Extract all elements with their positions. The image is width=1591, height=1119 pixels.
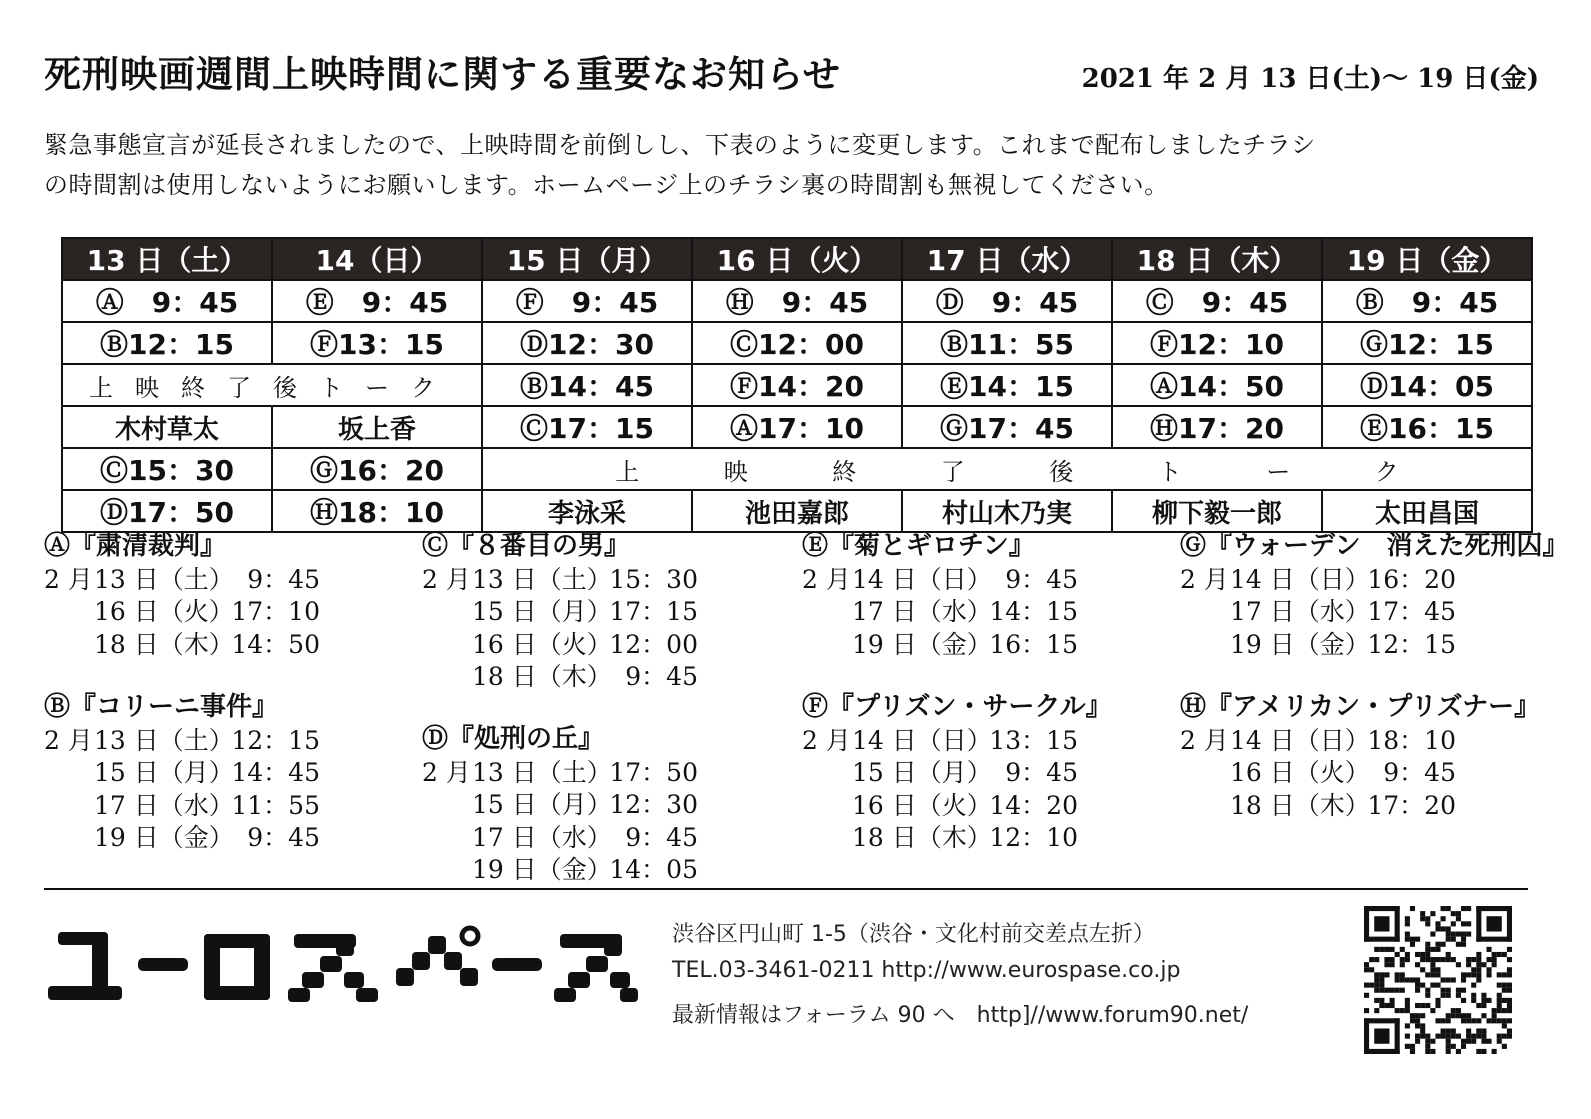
talk-guest: 李泳采 [482, 490, 692, 532]
forum-info[interactable]: 最新情報はフォーラム 90 へ http]//www.forum90.net/ [672, 1003, 1249, 1028]
talk-char: 映 [723, 457, 748, 486]
day: 18 日（木） [1230, 790, 1370, 820]
showtime-cell: Ⓒ17：15 [482, 406, 692, 448]
month: 2 月 [1180, 725, 1229, 755]
showtime-cell: Ⓑ12：15 [62, 322, 272, 364]
film-listing [802, 691, 1112, 855]
showtime-cell: Ⓑ14：45 [482, 364, 692, 406]
showing [44, 757, 320, 790]
showtime-cell: Ⓓ17：50 [62, 490, 272, 532]
film-listing [1180, 530, 1568, 661]
time: 12：30 [609, 790, 698, 819]
showtime-cell: Ⓖ12：15 [1322, 322, 1532, 364]
film-listing [44, 691, 320, 855]
schedule-row [62, 322, 1532, 364]
time: 17：15 [609, 597, 698, 626]
time: 9：45 [1383, 758, 1456, 787]
showtime-cell: Ⓒ15：30 [62, 448, 272, 490]
film-listing [802, 530, 1078, 661]
showing [422, 596, 698, 629]
showing [422, 564, 698, 597]
showtime-cell: Ⓗ 9：45 [692, 280, 902, 322]
film-listing [422, 530, 698, 694]
schedule-row [62, 364, 1532, 406]
day: 14 日（日） [1230, 725, 1370, 755]
time: 9：45 [625, 822, 698, 852]
time: 9：45 [1005, 758, 1078, 787]
time: 14：20 [989, 790, 1078, 820]
showing [422, 629, 698, 662]
talk-guest: 木村草太 [62, 406, 272, 448]
showtime-cell: Ⓔ16：15 [1322, 406, 1532, 448]
showing [1180, 629, 1568, 662]
showtime-cell: Ⓗ17：20 [1112, 406, 1322, 448]
talk-char: 上 [615, 457, 640, 486]
showtime-cell: Ⓐ 9：45 [62, 280, 272, 322]
time: 14：05 [609, 855, 698, 884]
month: 2 月 [44, 725, 93, 755]
showing [44, 596, 320, 629]
day: 16 日（火） [94, 597, 234, 626]
showtime-cell: Ⓒ 9：45 [1112, 280, 1322, 322]
showtime-cell: Ⓗ18：10 [272, 490, 482, 532]
showtime-cell: Ⓐ14：50 [1112, 364, 1322, 406]
showing [422, 822, 698, 855]
showtime-cell: Ⓐ17：10 [692, 406, 902, 448]
showing [44, 822, 320, 855]
day: 19 日（金） [852, 629, 992, 659]
showing [1180, 757, 1540, 790]
showtime-cell: Ⓔ 9：45 [272, 280, 482, 322]
talk-char: 後 [1049, 457, 1074, 486]
month: 2 月 [422, 564, 471, 594]
film-listing [1180, 691, 1540, 822]
showing [44, 725, 320, 758]
showtime-cell: Ⓒ12：00 [692, 322, 902, 364]
day-header: 14（日） [272, 238, 482, 280]
day-header: 19 日（金） [1322, 238, 1532, 280]
day: 16 日（火） [852, 790, 992, 820]
film-title: Ⓗ『アメリカン・プリズナー』 [1180, 692, 1541, 722]
film-title: Ⓔ『菊とギロチン』 [802, 531, 1035, 561]
time: 11：55 [231, 790, 320, 820]
showtime-cell: Ⓑ11：55 [902, 322, 1112, 364]
time: 14：15 [989, 597, 1078, 626]
schedule-header-row [62, 238, 1532, 280]
time: 12：00 [609, 629, 698, 659]
time: 18：10 [1367, 725, 1456, 755]
day: 18 日（木） [852, 823, 992, 852]
showing [802, 596, 1078, 629]
day-header: 16 日（火） [692, 238, 902, 280]
time: 17：20 [1367, 790, 1456, 820]
showtime-cell: Ⓖ17：45 [902, 406, 1112, 448]
eurospace-logo [44, 918, 639, 1026]
film-listing [422, 723, 698, 887]
film-listing [44, 530, 320, 661]
schedule-row [62, 280, 1532, 322]
time: 17：50 [609, 757, 698, 787]
showing [1180, 564, 1568, 597]
day: 13 日（土） [472, 757, 612, 787]
post-screening-talk-label: 上映終了後トーク [62, 364, 482, 406]
showtime-cell: Ⓔ14：15 [902, 364, 1112, 406]
schedule-table [61, 237, 1533, 533]
day: 18 日（木） [94, 629, 234, 659]
time: 13：15 [989, 725, 1078, 755]
time: 15：30 [609, 564, 698, 594]
intro-line-2: の時間割は使用しないようにお願いします。ホームページ上のチラシ裏の時間割も無視してください。 [44, 171, 1169, 199]
showing [802, 629, 1078, 662]
showing [422, 789, 698, 822]
day: 13 日（土） [472, 564, 612, 594]
day: 15 日（月） [472, 790, 612, 819]
schedule-row [62, 406, 1532, 448]
month: 2 月 [44, 564, 93, 594]
showtime-cell: Ⓕ13：15 [272, 322, 482, 364]
footer-divider [44, 888, 1528, 890]
day-header: 13 日（土） [62, 238, 272, 280]
showing [802, 564, 1078, 597]
showing [422, 854, 698, 887]
month: 2 月 [1180, 564, 1229, 594]
day: 19 日（金） [94, 823, 234, 852]
day: 17 日（水） [94, 790, 234, 820]
time: 16：15 [989, 629, 1078, 659]
showing [802, 725, 1112, 758]
theater-address: 渋谷区円山町 1-5（渋谷・文化村前交差点左折） [672, 922, 1155, 947]
talk-guest: 池田嘉郎 [692, 490, 902, 532]
intro-line-1: 緊急事態宣言が延長されましたので、上映時間を前倒しし、下表のように変更します。これまで配布しましたチラシ [44, 131, 1316, 159]
time: 17：10 [231, 597, 320, 626]
theater-contact[interactable]: TEL.03-3461-0211 http://www.eurospase.co.jp [672, 958, 1181, 983]
showing [44, 564, 320, 597]
day: 14 日（日） [852, 564, 992, 594]
showtime-cell: Ⓑ 9：45 [1322, 280, 1532, 322]
film-title: Ⓐ『粛清裁判』 [44, 531, 227, 561]
time: 12：15 [1367, 629, 1456, 659]
day: 19 日（金） [1230, 629, 1370, 659]
talk-guest: 村山木乃実 [902, 490, 1112, 532]
showtime-cell: Ⓓ12：30 [482, 322, 692, 364]
day: 17 日（水） [852, 597, 992, 626]
month: 2 月 [802, 564, 851, 594]
day: 14 日（日） [852, 725, 992, 755]
post-screening-talk-label [482, 448, 1532, 490]
schedule-row [62, 448, 1532, 490]
day: 14 日（日） [1230, 564, 1370, 594]
page-title: 死刑映画週間上映時間に関する重要なお知らせ [44, 53, 841, 96]
talk-char: 終 [832, 457, 857, 486]
time: 12：10 [989, 823, 1078, 852]
day-header: 18 日（木） [1112, 238, 1322, 280]
day-header: 15 日（月） [482, 238, 692, 280]
time: 14：45 [231, 758, 320, 787]
talk-guest: 坂上香 [272, 406, 482, 448]
showtime-cell: Ⓕ14：20 [692, 364, 902, 406]
talk-char: ク [1374, 457, 1399, 486]
showing [1180, 725, 1540, 758]
film-title: Ⓖ『ウォーデン 消えた死刑囚』 [1180, 531, 1569, 561]
showtime-cell: Ⓕ12：10 [1112, 322, 1322, 364]
showing [802, 822, 1112, 855]
day: 16 日（火） [472, 629, 612, 659]
date-range: 2021 年 2 月 13 日(土)～ 19 日(金) [1081, 64, 1539, 94]
day: 18 日（木） [472, 662, 612, 691]
showing [802, 757, 1112, 790]
showtime-cell: Ⓓ 9：45 [902, 280, 1112, 322]
schedule-row [62, 490, 1532, 532]
film-title: Ⓕ『プリズン・サークル』 [802, 692, 1112, 722]
film-title: Ⓑ『コリーニ事件』 [44, 692, 279, 722]
time: 17：45 [1367, 597, 1456, 626]
day: 17 日（水） [1230, 597, 1370, 626]
talk-char: 了 [940, 457, 965, 486]
showing [422, 661, 698, 694]
talk-char: ー [1266, 457, 1291, 486]
time: 9：45 [247, 564, 320, 594]
day: 13 日（土） [94, 564, 234, 594]
film-title: Ⓒ『８番目の男』 [422, 531, 631, 561]
day: 17 日（水） [472, 822, 612, 852]
month: 2 月 [802, 725, 851, 755]
time: 9：45 [625, 662, 698, 691]
showing [1180, 596, 1568, 629]
showing [44, 790, 320, 823]
day-header: 17 日（水） [902, 238, 1112, 280]
day: 15 日（月） [94, 758, 234, 787]
time: 14：50 [231, 629, 320, 659]
film-title: Ⓓ『処刑の丘』 [422, 724, 605, 754]
month: 2 月 [422, 757, 471, 787]
talk-char: ト [1157, 457, 1182, 486]
showtime-cell: Ⓕ 9：45 [482, 280, 692, 322]
showing [1180, 790, 1540, 823]
day: 13 日（土） [94, 725, 234, 755]
talk-guest: 柳下毅一郎 [1112, 490, 1322, 532]
talk-guest: 太田昌国 [1322, 490, 1532, 532]
day: 15 日（月） [472, 597, 612, 626]
showing [422, 757, 698, 790]
showtime-cell: Ⓖ16：20 [272, 448, 482, 490]
day: 16 日（火） [1230, 758, 1370, 787]
showing [44, 629, 320, 662]
qr-code [1364, 905, 1512, 1055]
time: 12：15 [231, 725, 320, 755]
day: 19 日（金） [472, 855, 612, 884]
day: 15 日（月） [852, 758, 992, 787]
time: 9：45 [1005, 564, 1078, 594]
time: 9：45 [247, 823, 320, 852]
showing [802, 790, 1112, 823]
time: 16：20 [1367, 564, 1456, 594]
showtime-cell: Ⓓ14：05 [1322, 364, 1532, 406]
